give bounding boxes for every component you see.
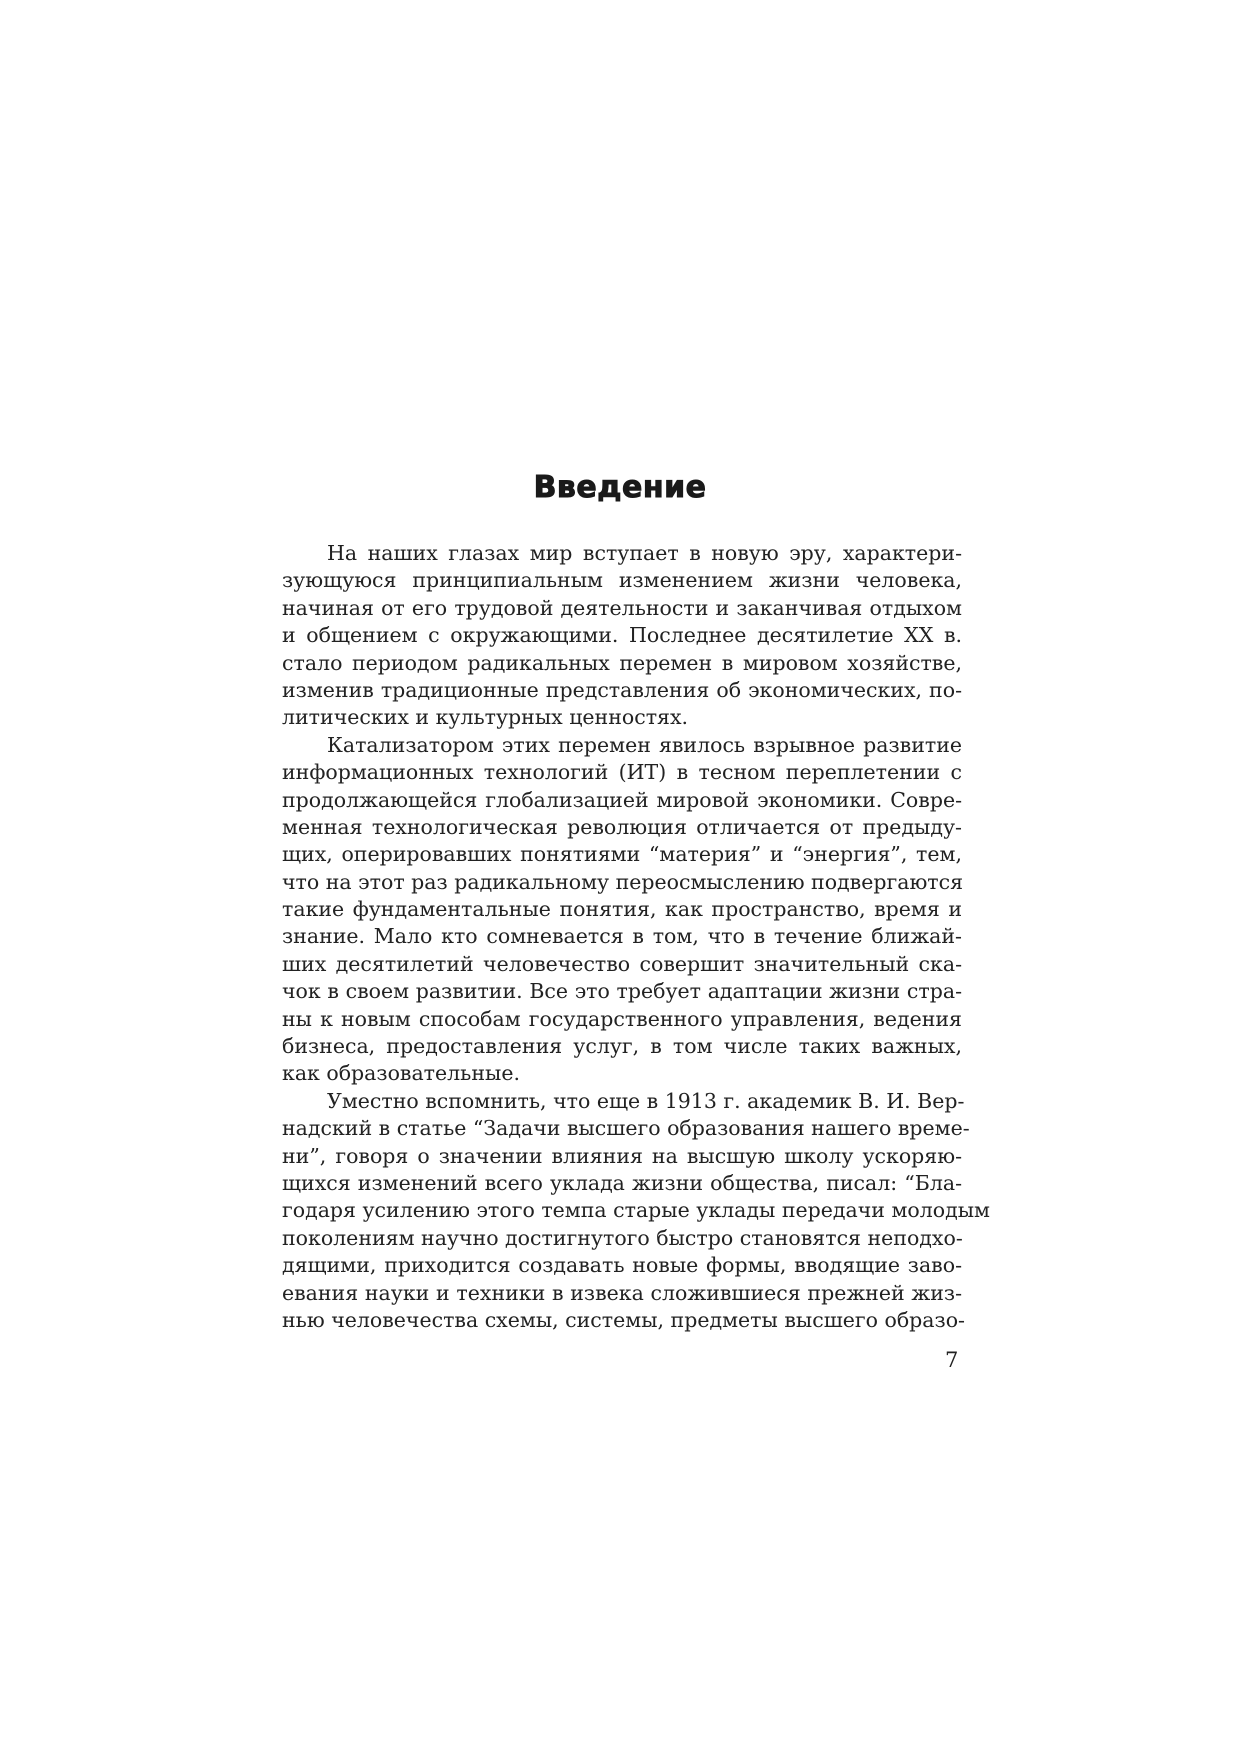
body-text: [282, 540, 991, 1334]
chapter-title: Введение: [533, 470, 707, 505]
text-line: нью человечества схемы, системы, предметы высшего образо-: [282, 1307, 965, 1332]
text-line: изменив традиционные представления об экономических, по-: [282, 677, 962, 702]
text-line: литических и культурных ценностях.: [282, 705, 689, 730]
text-line: щихся изменений всего уклада жизни общества, писал: “Бла-: [282, 1170, 962, 1195]
text-line: менная технологическая революция отличается от предыду-: [282, 814, 962, 839]
text-line: такие фундаментальные понятия, как пространство, время и: [282, 897, 962, 922]
text-line: дящими, приходится создавать новые формы, вводящие заво-: [282, 1253, 962, 1278]
text-line: знание. Мало кто сомневается в том, что в течение ближай-: [282, 924, 962, 949]
text-line: что на этот раз радикальному переосмыслению подвергаются: [282, 869, 964, 894]
text-line: ни”, говоря о значении влияния на высшую школу ускоряю-: [282, 1143, 962, 1168]
text-line: ны к новым способам государственного управления, ведения: [282, 1006, 962, 1031]
text-line: начиная от его трудовой деятельности и заканчивая отдыхом: [282, 595, 962, 620]
text-line: поколениям научно достигнутого быстро становятся неподхо-: [282, 1225, 963, 1250]
paragraph-3: [282, 1088, 991, 1335]
paragraph-2: [282, 732, 962, 1088]
text-line: На наших глазах мир вступает в новую эру, характери-: [327, 541, 962, 565]
paragraph-1: [282, 540, 962, 732]
text-line: евания науки и техники в извека сложившиеся прежней жиз-: [282, 1280, 962, 1305]
text-line: продолжающейся глобализацией мировой экономики. Совре-: [282, 787, 962, 812]
text-line: чок в своем развитии. Все это требует адаптации жизни стра-: [282, 979, 962, 1004]
text-line: ших десятилетий человечество совершит значительный ска-: [282, 951, 962, 976]
page-number: 7: [945, 1348, 959, 1372]
text-line: стало периодом радикальных перемен в мировом хозяйстве,: [282, 650, 962, 675]
text-line: зующуюся принципиальным изменением жизни человека,: [282, 568, 962, 593]
text-line: годаря усилению этого темпа старые уклады передачи молодым: [282, 1198, 991, 1223]
text-line: щих, оперировавших понятиями “материя” и “энергия”, тем,: [282, 842, 962, 867]
text-line: Уместно вспомнить, что еще в 1913 г. академик В. И. Вер-: [327, 1088, 965, 1113]
text-line: Катализатором этих перемен явилось взрывное развитие: [327, 732, 962, 757]
text-line: и общением с окружающими. Последнее десятилетие XX в.: [282, 623, 962, 648]
text-line: надский в статье “Задачи высшего образования нашего време-: [282, 1116, 970, 1141]
text-line: как образовательные.: [282, 1061, 520, 1086]
text-line: информационных технологий (ИТ) в тесном переплетении с: [282, 760, 962, 785]
text-line: бизнеса, предоставления услуг, в том числе таких важных,: [282, 1034, 962, 1059]
